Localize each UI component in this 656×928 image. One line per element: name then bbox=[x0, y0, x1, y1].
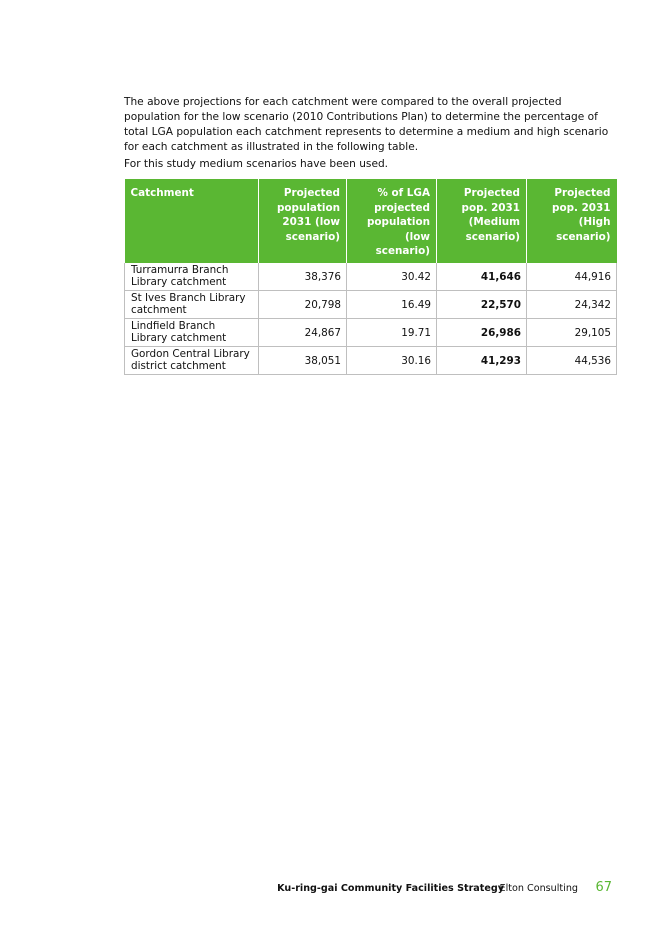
medium-scenario-value: 41,646 bbox=[437, 263, 527, 291]
header-percent-lga: % of LGA projected population (low scenario) bbox=[347, 179, 437, 263]
catchment-name: St Ives Branch Library catchment bbox=[125, 291, 259, 319]
table-row bbox=[125, 347, 617, 375]
header-catchment: Catchment bbox=[125, 179, 259, 263]
catchment-population-table bbox=[124, 179, 617, 375]
table-header-row bbox=[125, 179, 617, 263]
high-scenario-value: 44,916 bbox=[527, 263, 617, 291]
high-scenario-value: 24,342 bbox=[527, 291, 617, 319]
low-scenario-value: 38,376 bbox=[259, 263, 347, 291]
note-paragraph: For this study medium scenarios have been used. bbox=[124, 158, 389, 170]
low-scenario-value: 24,867 bbox=[259, 319, 347, 347]
header-medium-scenario: Projected pop. 2031 (Medium scenario) bbox=[437, 179, 527, 263]
percent-lga-value: 30.16 bbox=[347, 347, 437, 375]
medium-scenario-value: 26,986 bbox=[437, 319, 527, 347]
high-scenario-value: 29,105 bbox=[527, 319, 617, 347]
footer-consultant: Elton Consulting bbox=[499, 883, 578, 894]
header-high-scenario: Projected pop. 2031 (High scenario) bbox=[527, 179, 617, 263]
low-scenario-value: 20,798 bbox=[259, 291, 347, 319]
medium-scenario-value: 22,570 bbox=[437, 291, 527, 319]
footer-document-title: Ku-ring-gai Community Facilities Strategy bbox=[277, 883, 504, 894]
page-number: 67 bbox=[595, 880, 612, 895]
table-row bbox=[125, 291, 617, 319]
catchment-name: Lindfield Branch Library catchment bbox=[125, 319, 259, 347]
medium-scenario-value: 41,293 bbox=[437, 347, 527, 375]
high-scenario-value: 44,536 bbox=[527, 347, 617, 375]
catchment-name: Gordon Central Library district catchment bbox=[125, 347, 259, 375]
page-footer bbox=[0, 881, 656, 897]
percent-lga-value: 30.42 bbox=[347, 263, 437, 291]
intro-paragraph: The above projections for each catchment were compared to the overall projected population for the low scenario (2010 Contributions Plan) to determine the percentage of total LGA population each catchment represents to determine a medium and high scenario for each catchment as illustrated in the following table. bbox=[124, 96, 609, 153]
percent-lga-value: 19.71 bbox=[347, 319, 437, 347]
table-row bbox=[125, 319, 617, 347]
catchment-name: Turramurra Branch Library catchment bbox=[125, 263, 259, 291]
low-scenario-value: 38,051 bbox=[259, 347, 347, 375]
table-row bbox=[125, 263, 617, 291]
percent-lga-value: 16.49 bbox=[347, 291, 437, 319]
header-low-scenario: Projected population 2031 (low scenario) bbox=[259, 179, 347, 263]
